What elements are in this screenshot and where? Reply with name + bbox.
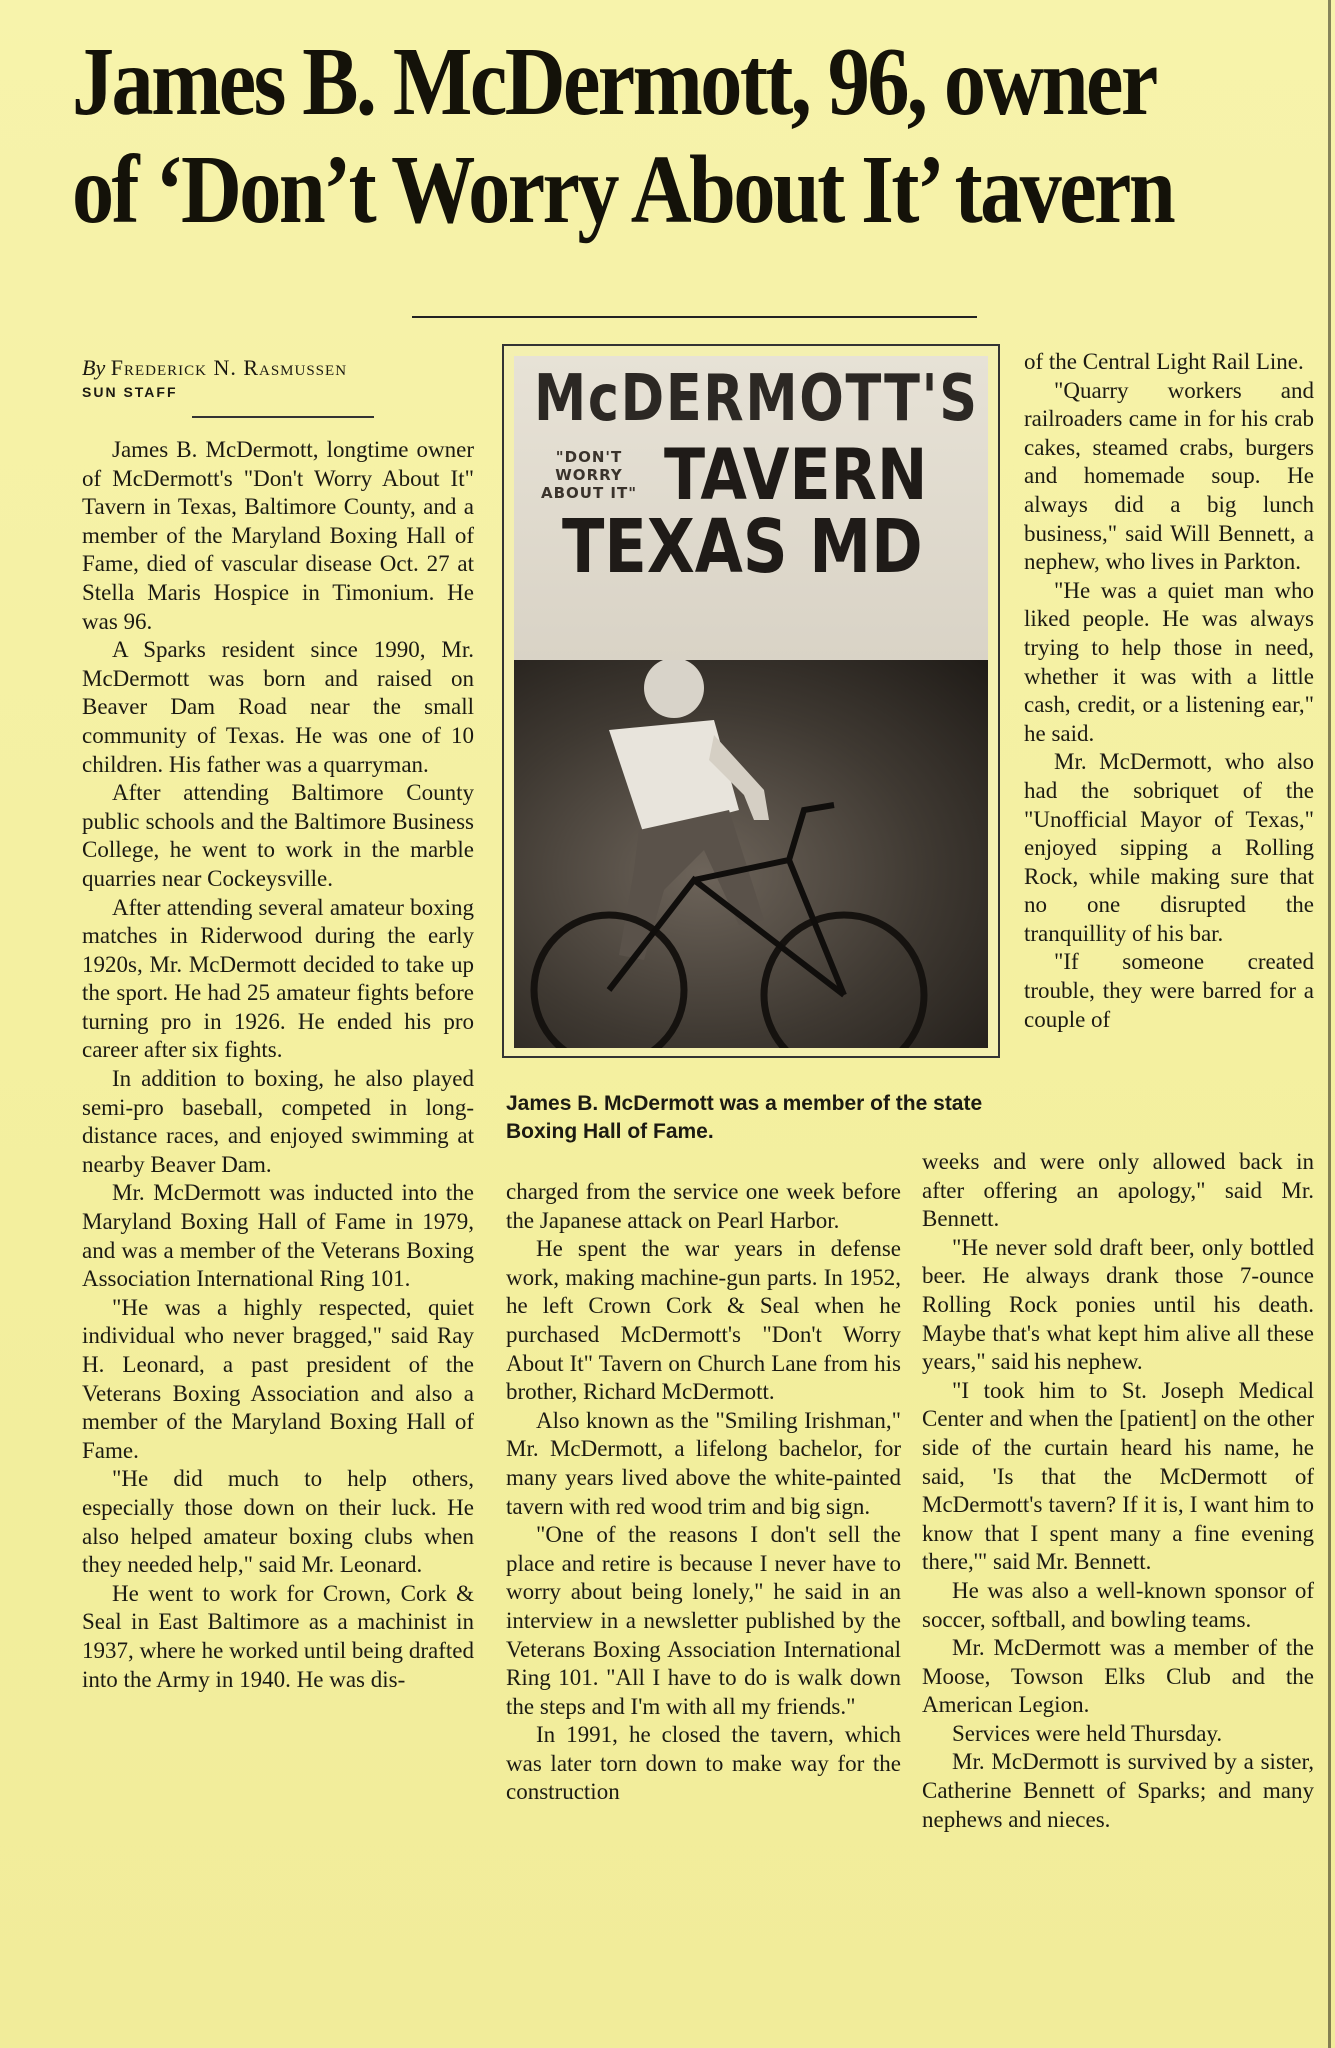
article-column-3-bottom bbox=[922, 1148, 1314, 2048]
byline-by: By bbox=[82, 355, 106, 380]
paragraph: In 1991, he closed the tavern, which was later torn down to make way for the construction bbox=[506, 1722, 901, 1805]
paragraph: Mr. McDermott was inducted into the Maryland Boxing Hall of Fame in 1979, and was a member of the Veterans Boxing Association International Ring 101. bbox=[82, 1180, 474, 1292]
paragraph: James B. McDermott, longtime owner of McDermott's "Don't Worry About It" Tavern in Texas, Baltimore County, and a member of the Maryland Boxing Hall of Fame, died of vascular disease Oct. 27 at Stella Maris Hospice in Timonium. He was 96. bbox=[82, 437, 474, 634]
article-column-3-top bbox=[1024, 348, 1314, 1148]
tavern-photo bbox=[514, 356, 988, 1048]
tavern-sign bbox=[514, 356, 988, 660]
headline bbox=[72, 28, 1174, 244]
sign-location-text: TEXAS MD bbox=[562, 504, 923, 590]
paragraph: After attending several amateur boxing matches in Riderwood during the early 1920s, Mr. McDermott decided to take up the sport. He had 25 amateur fights before turning pro in 1926. He ended his pro career after six fights. bbox=[82, 894, 474, 1063]
sign-slogan-line-2: ABOUT IT" bbox=[540, 484, 638, 502]
paragraph: He spent the war years in defense work, making machine-gun parts. In 1952, he left Crown Cork & Seal when he purchased McDermott's "Don't Worry About It" Tavern on Church Lane from his brother, Richard McDermott. bbox=[506, 1236, 901, 1405]
page-edge-line bbox=[1328, 0, 1331, 2048]
photo-man-on-bicycle bbox=[514, 660, 988, 1048]
paragraph: "One of the reasons I don't sell the place and retire is because I never have to worry about being lonely," he said in an interview in a newsletter published by the Veterans Boxing Association International Ring 101. "All I have to do is walk down the steps and I'm with all my friends." bbox=[506, 1522, 901, 1719]
sign-tavern-text: TAVERN bbox=[664, 434, 928, 516]
paragraph: weeks and were only allowed back in after offering an apology," said Mr. Bennett. bbox=[922, 1149, 1314, 1232]
rear-wheel bbox=[534, 915, 684, 1048]
paragraph: charged from the service one week before the Japanese attack on Pearl Harbor. bbox=[506, 1179, 901, 1233]
rider-head bbox=[644, 660, 704, 718]
paragraph: A Sparks resident since 1990, Mr. McDermott was born and raised on Beaver Dam Road near the small community of Texas. He was one of 10 children. His father was a quarryman. bbox=[82, 637, 474, 777]
article-column-1 bbox=[82, 436, 474, 2048]
paragraph: Mr. McDermott, who also had the sobriquet of the "Unofficial Mayor of Texas," enjoyed sipping a Rolling Rock, while making sure that no one disrupted the tranquillity of his bar. bbox=[1024, 749, 1314, 946]
paragraph: He was also a well-known sponsor of soccer, softball, and bowling teams. bbox=[922, 1577, 1314, 1632]
paragraph: Mr. McDermott is survived by a sister, Catherine Bennett of Sparks; and many nephews and nieces. bbox=[922, 1749, 1314, 1832]
paragraph: "He did much to help others, especially those down on their luck. He also helped amateur boxing clubs when they needed help," said Mr. Leonard. bbox=[82, 1466, 474, 1578]
sign-name-text: McDERMOTT'S bbox=[534, 362, 979, 436]
paragraph: "He never sold draft beer, only bottled beer. He always drank those 7-ounce Rolling Rock ponies until his death. Maybe that's what kept him alive all these years," said his nephew. bbox=[922, 1234, 1314, 1375]
byline bbox=[82, 354, 482, 382]
paragraph: "If someone created trouble, they were barred for a couple of bbox=[1024, 949, 1314, 1032]
headline-line-2: of ‘Don’t Worry About It’ tavern bbox=[72, 136, 1174, 244]
paragraph: Also known as the "Smiling Irishman," Mr. McDermott, a lifelong bachelor, for many years lived above the white-painted tavern with red wood trim and big sign. bbox=[506, 1407, 901, 1519]
paragraph: Mr. McDermott was a member of the Moose, Towson Elks Club and the American Legion. bbox=[922, 1635, 1314, 1718]
paragraph: In addition to boxing, he also played semi-pro baseball, competed in long-distance races, and enjoyed swimming at nearby Beaver Dam. bbox=[82, 1066, 474, 1177]
paragraph: After attending Baltimore County public schools and the Baltimore Business College, he went to work in the marble quarries near Cockeysville. bbox=[82, 780, 474, 891]
byline-rule bbox=[192, 416, 374, 418]
byline-staff: SUN STAFF bbox=[82, 384, 178, 400]
sign-slogan-line-1: "DON'T WORRY bbox=[555, 448, 623, 484]
paragraph: "Quarry workers and railroaders came in for his crab cakes, steamed crabs, burgers and homemade soup. He always did a big lunch business," said Will Bennett, a nephew, who lives in Parkton. bbox=[1024, 377, 1314, 575]
byline-author: Frederick N. Rasmussen bbox=[110, 355, 348, 380]
paragraph: "I took him to St. Joseph Medical Center and when the [patient] on the other side of the curtain heard his name, he said, 'Is that the McDermott of McDermott's tavern? If it is, I want him to know that I spent many a fine evening there,'" said Mr. Bennett. bbox=[922, 1377, 1314, 1575]
paragraph: Services were held Thursday. bbox=[952, 1720, 1223, 1746]
article-column-2 bbox=[506, 1178, 901, 2048]
paragraph: "He was a quiet man who liked people. He was always trying to help those in need, whether it was with a little cash, credit, or a listening ear," he said. bbox=[1024, 577, 1314, 746]
front-wheel bbox=[764, 915, 924, 1048]
paragraph: He went to work for Crown, Cork & Seal in East Baltimore as a machinist in 1937, where he worked until being drafted into the Army in 1940. He was dis- bbox=[82, 1580, 474, 1692]
headline-line-1: James B. McDermott, 96, owner bbox=[72, 28, 1156, 136]
paragraph: of the Central Light Rail Line. bbox=[1024, 349, 1304, 374]
sign-slogan bbox=[524, 448, 654, 502]
bicycle-rider-illustration bbox=[514, 660, 988, 1048]
photo-caption: James B. McDermott was a member of the state Boxing Hall of Fame. bbox=[506, 1092, 983, 1143]
headline-rule bbox=[412, 316, 977, 318]
paragraph: "He was a highly respected, quiet individual who never bragged," said Ray H. Leonard, a past president of the Veterans Boxing Association and also a member of the Maryland Boxing Hall of Fame. bbox=[82, 1294, 474, 1463]
